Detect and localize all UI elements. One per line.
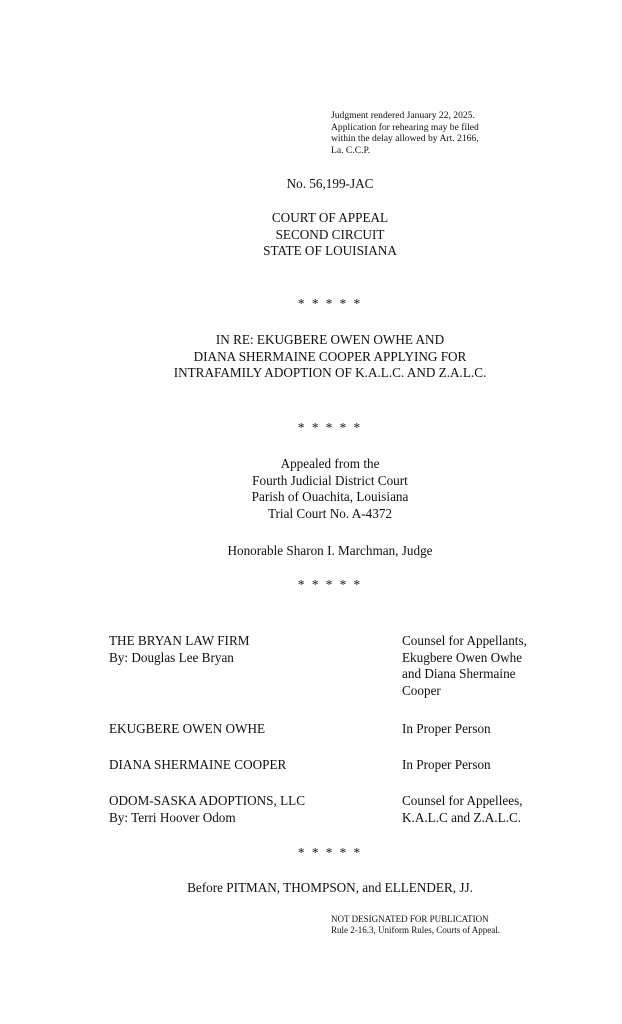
counsel-role-line: Cooper	[402, 682, 441, 698]
court-line: SECOND CIRCUIT	[275, 226, 385, 242]
court-line: STATE OF LOUISIANA	[263, 243, 397, 258]
appeal-info-line: Trial Court No. A-4372	[267, 505, 393, 521]
case-title-line: INTRAFAMILY ADOPTION OF K.A.L.C. AND Z.A.L.C.	[173, 365, 487, 380]
judgment-note-line: La. C.C.P.	[331, 144, 371, 156]
trial-judge: Honorable Sharon I. Marchman, Judge	[227, 543, 433, 558]
counsel-role-line: Counsel for Appellees,	[402, 793, 523, 808]
publication-note	[331, 914, 500, 936]
publication-note-line: NOT DESIGNATED FOR PUBLICATION	[331, 914, 489, 924]
counsel-party	[109, 757, 286, 774]
court-name	[0, 210, 622, 260]
counsel-role-line: Counsel for Appellants,	[402, 633, 527, 648]
counsel-line: By: Douglas Lee Bryan	[109, 649, 234, 665]
counsel-role-line: K.A.L.C and Z.A.L.C.	[402, 809, 522, 825]
counsel-line: DIANA SHERMAINE COOPER	[109, 757, 287, 772]
counsel-line: By: Terri Hoover Odom	[109, 809, 236, 825]
counsel-role-line: and Diana Shermaine	[402, 666, 516, 681]
judgment-note-line: Application for rehearing may be filed	[331, 121, 479, 133]
case-title	[0, 332, 622, 382]
counsel-role-line: In Proper Person	[402, 721, 491, 736]
counsel-role-line: Ekugbere Owen Owhe	[402, 649, 523, 665]
counsel-role	[402, 793, 523, 826]
appeal-info-line: Fourth Judicial District Court	[252, 472, 408, 488]
separator: * * * * *	[297, 577, 363, 592]
judgment-note-line: within the delay allowed by Art. 2166,	[331, 133, 479, 144]
panel-judges: Before PITMAN, THOMPSON, and ELLENDER, JJ.	[187, 880, 473, 895]
court-line: COURT OF APPEAL	[271, 210, 389, 225]
appeal-info-line: Parish of Ouachita, Louisiana	[251, 489, 409, 504]
publication-note-line: Rule 2-16.3, Uniform Rules, Courts of Appeal.	[331, 925, 500, 935]
separator: * * * * *	[297, 420, 363, 435]
counsel-firm	[109, 793, 305, 826]
judgment-note	[331, 110, 479, 156]
case-title-line: IN RE: EKUGBERE OWEN OWHE AND	[215, 332, 445, 347]
appeal-info	[0, 456, 622, 522]
counsel-role	[402, 757, 491, 774]
counsel-line: ODOM-SASKA ADOPTIONS, LLC	[109, 793, 306, 808]
counsel-role	[402, 633, 527, 699]
counsel-line: THE BRYAN LAW FIRM	[109, 633, 250, 648]
separator: * * * * *	[297, 845, 363, 860]
counsel-role-line: In Proper Person	[402, 757, 491, 772]
case-title-line: DIANA SHERMAINE COOPER APPLYING FOR	[193, 348, 467, 364]
counsel-party	[109, 721, 265, 738]
counsel-role	[402, 721, 491, 738]
separator: * * * * *	[297, 296, 363, 311]
appeal-info-line: Appealed from the	[280, 456, 380, 471]
docket-number: No. 56,199-JAC	[286, 176, 374, 191]
judgment-note-line: Judgment rendered January 22, 2025.	[331, 110, 475, 121]
counsel-line: EKUGBERE OWEN OWHE	[109, 721, 266, 736]
counsel-firm	[109, 633, 249, 666]
